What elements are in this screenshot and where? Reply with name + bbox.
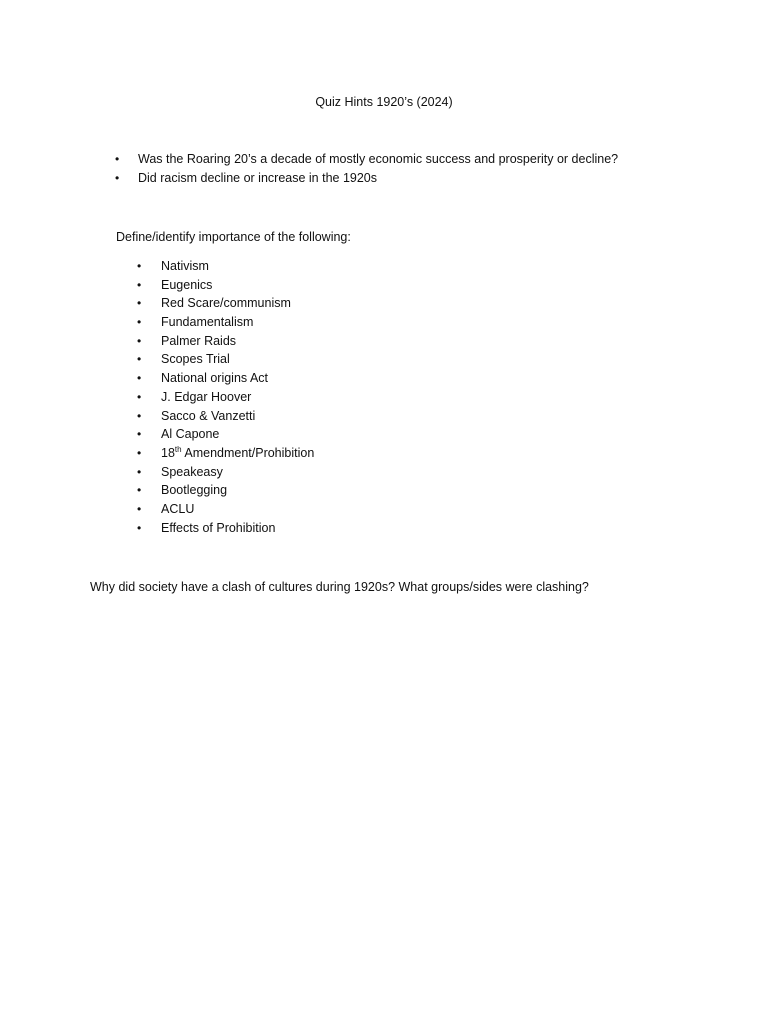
term-text: ACLU	[161, 501, 195, 516]
list-item	[0, 333, 314, 352]
define-heading: Define/identify importance of the following:	[116, 230, 351, 244]
bullet-icon: •	[115, 152, 120, 166]
terms-list	[0, 258, 314, 538]
list-item	[0, 277, 314, 296]
term-text: National origins Act	[161, 371, 269, 386]
list-item	[0, 370, 314, 389]
bullet-icon: •	[137, 259, 142, 273]
list-item	[0, 351, 314, 370]
term-text: Red Scare/communism	[161, 296, 291, 311]
bullet-icon: •	[137, 277, 142, 292]
list-item	[0, 408, 314, 427]
term-text: Effects of Prohibition	[161, 520, 276, 535]
list-item	[0, 295, 314, 314]
term-text: Amendment/Prohibition	[181, 445, 315, 460]
list-item	[0, 464, 314, 483]
term-text: Speakeasy	[161, 464, 223, 479]
bullet-icon: •	[137, 408, 142, 423]
term-text: Al Capone	[161, 427, 220, 442]
term-text: Sacco & Vanzetti	[161, 408, 256, 423]
ordinal-suffix: th	[174, 444, 182, 454]
question-text: Did racism decline or increase in the 1920s	[138, 171, 378, 185]
bullet-icon: •	[137, 520, 142, 535]
list-item	[0, 151, 618, 170]
list-item	[0, 170, 618, 189]
list-item	[0, 426, 314, 445]
bullet-icon: •	[115, 171, 120, 185]
bullet-icon: •	[137, 501, 142, 516]
list-item	[0, 482, 314, 501]
bullet-icon: •	[137, 483, 142, 498]
term-text: Palmer Raids	[161, 333, 237, 348]
bullet-icon: •	[137, 464, 142, 479]
term-text: J. Edgar Hoover	[161, 389, 252, 404]
amendment-number: 18	[161, 445, 175, 460]
bullet-icon: •	[137, 352, 142, 367]
question-text: Was the Roaring 20’s a decade of mostly economic success and prosperity or decline?	[138, 152, 619, 166]
term-text: Fundamentalism	[161, 315, 254, 330]
bullet-icon: •	[137, 371, 142, 386]
term-text: Eugenics	[161, 277, 213, 292]
document-title: Quiz Hints 1920’s (2024)	[315, 95, 453, 109]
bullet-icon: •	[137, 427, 142, 442]
bullet-icon: •	[137, 389, 142, 404]
bullet-icon: •	[137, 315, 142, 330]
closing-question: Why did society have a clash of cultures during 1920s? What groups/sides were clashing?	[90, 580, 589, 594]
list-item	[0, 520, 314, 539]
list-item	[0, 258, 314, 277]
term-text: Nativism	[161, 259, 209, 273]
list-item	[0, 314, 314, 333]
term-text: Scopes Trial	[161, 352, 230, 367]
bullet-icon: •	[137, 296, 142, 311]
bullet-icon: •	[137, 333, 142, 348]
list-item	[0, 501, 314, 520]
list-item	[0, 389, 314, 408]
term-text: Bootlegging	[161, 483, 228, 498]
question-list	[0, 151, 618, 189]
list-item	[0, 445, 314, 464]
bullet-icon: •	[137, 445, 142, 460]
